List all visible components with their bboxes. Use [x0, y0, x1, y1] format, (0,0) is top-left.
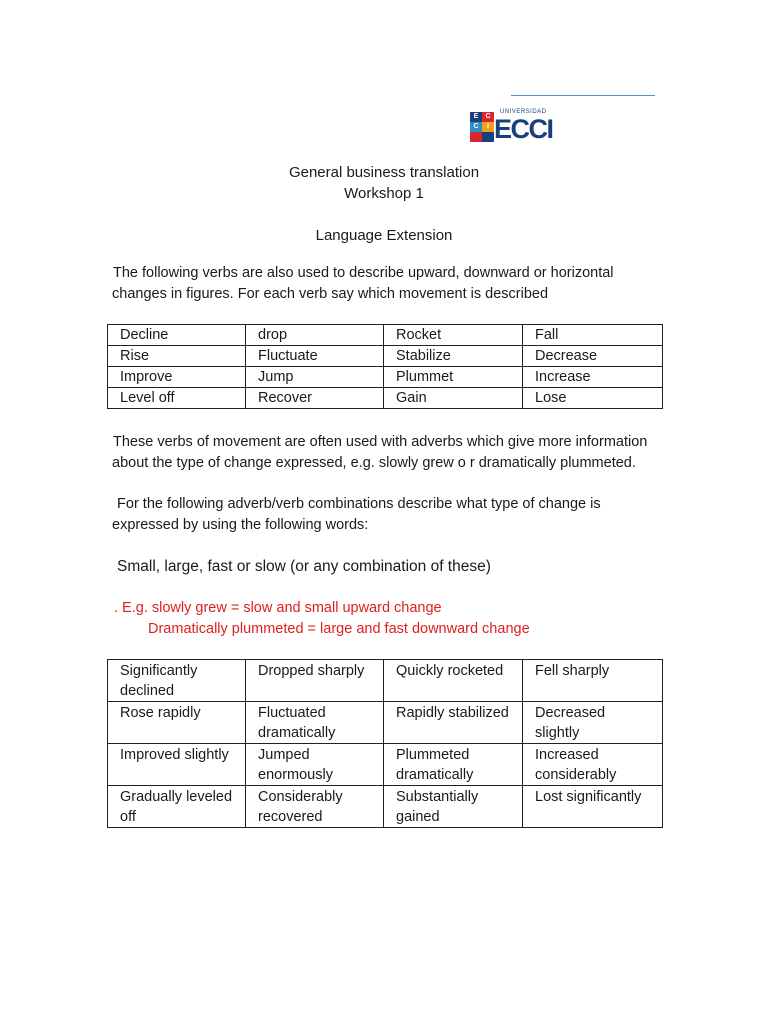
- table-cell: Rapidly stabilized: [384, 702, 523, 744]
- table-cell: Gradually leveled off: [108, 786, 246, 828]
- table-cell: drop: [246, 325, 384, 346]
- adverbs-note-line-1: These verbs of movement are often used with adverbs which give more information: [113, 434, 648, 450]
- table-cell: Substantially gained: [384, 786, 523, 828]
- table-cell: Improve: [108, 367, 246, 388]
- table-row: [108, 388, 663, 409]
- document-subtitle: Workshop 1: [344, 185, 424, 202]
- intro-line-1: The following verbs are also used to describe upward, downward or horizontal: [113, 265, 614, 281]
- table-row: [108, 786, 663, 828]
- table-row: [108, 325, 663, 346]
- verbs-table: [107, 324, 663, 409]
- table-cell: Lose: [523, 388, 663, 409]
- example-line-2: Dramatically plummeted = large and fast downward change: [148, 621, 530, 637]
- table-row: [108, 346, 663, 367]
- table-cell: Jumped enormously: [246, 744, 384, 786]
- table-cell: Plummet: [384, 367, 523, 388]
- adverbs-note-line-2: about the type of change expressed, e.g. slowly grew o r dramatically plummeted.: [112, 455, 636, 471]
- table-cell: Rocket: [384, 325, 523, 346]
- logo-brand-text: ECCI: [494, 114, 553, 144]
- table-cell: Gain: [384, 388, 523, 409]
- logo-tile: C: [470, 122, 482, 132]
- logo-tile: [482, 132, 494, 142]
- table-cell: Increased considerably: [523, 744, 663, 786]
- table-row: [108, 702, 663, 744]
- header-rule: [511, 95, 655, 96]
- intro-line-2: changes in figures. For each verb say which movement is described: [112, 286, 549, 302]
- table-cell: Fall: [523, 325, 663, 346]
- table-cell: Fluctuated dramatically: [246, 702, 384, 744]
- table-cell: Plummeted dramatically: [384, 744, 523, 786]
- table-row: [108, 744, 663, 786]
- logo-tile: [470, 132, 482, 142]
- table-row: [108, 660, 663, 702]
- table-cell: Decrease: [523, 346, 663, 367]
- table-cell: Dropped sharply: [246, 660, 384, 702]
- table-cell: Decline: [108, 325, 246, 346]
- document-title: General business translation: [288, 164, 480, 181]
- logo-tiles: [470, 112, 494, 142]
- table-cell: Recover: [246, 388, 384, 409]
- instruction-line-1: For the following adverb/verb combinations describe what type of change is: [113, 496, 601, 512]
- section-heading: Language Extension: [315, 227, 453, 244]
- table-cell: Jump: [246, 367, 384, 388]
- ecci-logo: [470, 108, 556, 144]
- table-cell: Level off: [108, 388, 246, 409]
- instruction-line-2: expressed by using the following words:: [112, 517, 369, 533]
- logo-tile: C: [482, 112, 494, 122]
- table-cell: Quickly rocketed: [384, 660, 523, 702]
- table-cell: Lost significantly: [523, 786, 663, 828]
- table-cell: Increase: [523, 367, 663, 388]
- logo-tile: I: [482, 122, 494, 132]
- logo-tile: E: [470, 112, 482, 122]
- table-cell: Rise: [108, 346, 246, 367]
- table-cell: Considerably recovered: [246, 786, 384, 828]
- table-cell: Significantly declined: [108, 660, 246, 702]
- table-row: [108, 367, 663, 388]
- logo-university-label: UNIVERSIDAD: [500, 109, 547, 115]
- table-cell: Decreased slightly: [523, 702, 663, 744]
- table-cell: Rose rapidly: [108, 702, 246, 744]
- table-cell: Fluctuate: [246, 346, 384, 367]
- table-cell: Fell sharply: [523, 660, 663, 702]
- words-list: Small, large, fast or slow (or any combination of these): [117, 558, 491, 575]
- example-line-1: . E.g. slowly grew = slow and small upward change: [114, 600, 442, 616]
- table-cell: Stabilize: [384, 346, 523, 367]
- combinations-table: [107, 659, 663, 828]
- table-cell: Improved slightly: [108, 744, 246, 786]
